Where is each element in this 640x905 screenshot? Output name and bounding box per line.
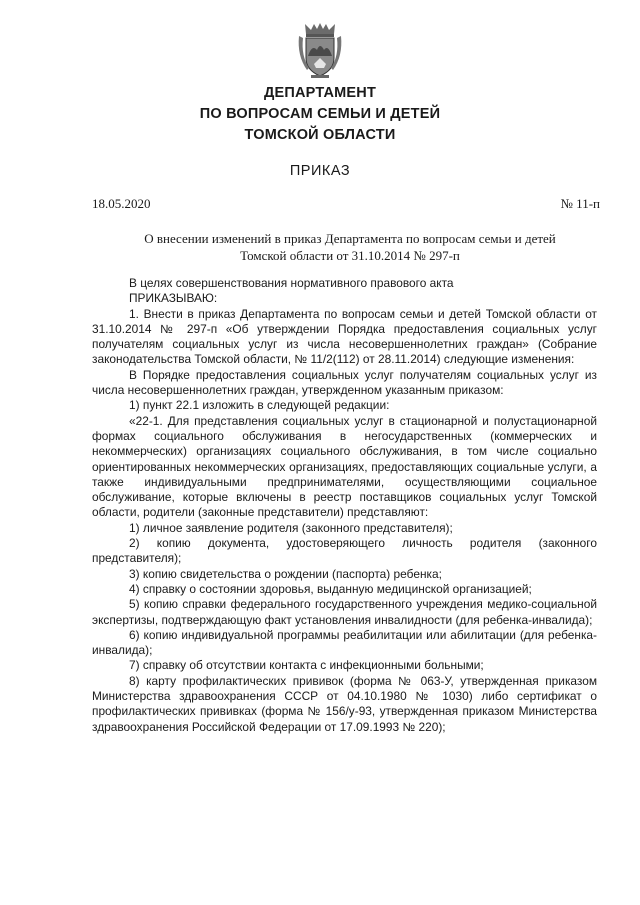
body-paragraph: 1) пункт 22.1 изложить в следующей редакции: <box>129 398 390 413</box>
list-item: 2) копию документа, удостоверяющего личность родителя (законного представителя); <box>92 536 597 566</box>
document-number: № 11-п <box>560 196 600 211</box>
document-type: ПРИКАЗ <box>289 163 351 179</box>
body-paragraph: ПРИКАЗЫВАЮ: <box>129 291 218 306</box>
org-name-line2: ПО ВОПРОСАМ СЕМЬИ И ДЕТЕЙ <box>199 106 441 122</box>
body-paragraph: В Порядке предоставления социальных услуг получателям социальных услуг из числа несовершеннолетних граждан, утвержденном указанным приказом: <box>92 367 597 398</box>
body-paragraph: «22-1. Для представления социальных услуг в стационарной и полустационарной формах социального обслуживания в негосударственных (коммерческих и некоммерческих) организациях социального обслуживания, в том числе социально ориентированных некоммерческих организациях, предоставляющих социальные услуги, а также индивидуальными предпринимателями, осуществляющими социальное обслуживание, которые включены в реестр поставщиков социальных услуг Томской области, родители (законные представители) представляют: <box>92 413 597 520</box>
coat-of-arms-icon <box>297 20 343 80</box>
list-item: 5) копию справки федерального государственного учреждения медико-социальной экспертизы, подтверждающую факт установления инвалидности (для ребенка-инвалида); <box>92 597 597 627</box>
org-name-line3: ТОМСКОЙ ОБЛАСТИ <box>244 127 396 143</box>
subject-line2: Томской области от 31.10.2014 № 297-п <box>240 248 460 263</box>
subject-line1: О внесении изменений в приказ Департамента по вопросам семьи и детей <box>144 231 556 246</box>
list-item: 8) карту профилактических прививок (форма № 063-У, утвержденная приказом Министерства здравоохранения СССР от 04.10.1980 № 1030) либо сертификат о профилактических прививках (форма № 156/у-93, утвержденная приказом Министерства здравоохранения Российской Федерации от 17.09.1993 № 220); <box>92 673 597 734</box>
body-paragraph: В целях совершенствования нормативного правового акта <box>129 276 454 290</box>
document-date: 18.05.2020 <box>92 196 151 211</box>
list-item: 4) справку о состоянии здоровья, выданную медицинской организацией; <box>129 581 532 596</box>
body-paragraph: 1. Внести в приказ Департамента по вопросам семьи и детей Томской области от 31.10.2014 № 297-п «Об утверждении Порядка предоставления социальных услуг получателям социальных услуг из числа несовершеннолетних граждан» (Собрание законодательства Томской области, № 11/2(112) от 28.11.2014) следующие изменения: <box>92 306 597 367</box>
list-item: 7) справку об отсутствии контакта с инфекционными больными; <box>129 658 484 673</box>
org-name-line1: ДЕПАРТАМЕНТ <box>263 85 377 101</box>
list-item: 3) копию свидетельства о рождении (паспорта) ребенка; <box>129 566 442 581</box>
list-item: 1) личное заявление родителя (законного представителя); <box>129 520 453 535</box>
document-body <box>92 276 597 735</box>
list-item: 6) копию индивидуальной программы реабилитации или абилитации (для ребенка-инвалида); <box>92 627 597 658</box>
